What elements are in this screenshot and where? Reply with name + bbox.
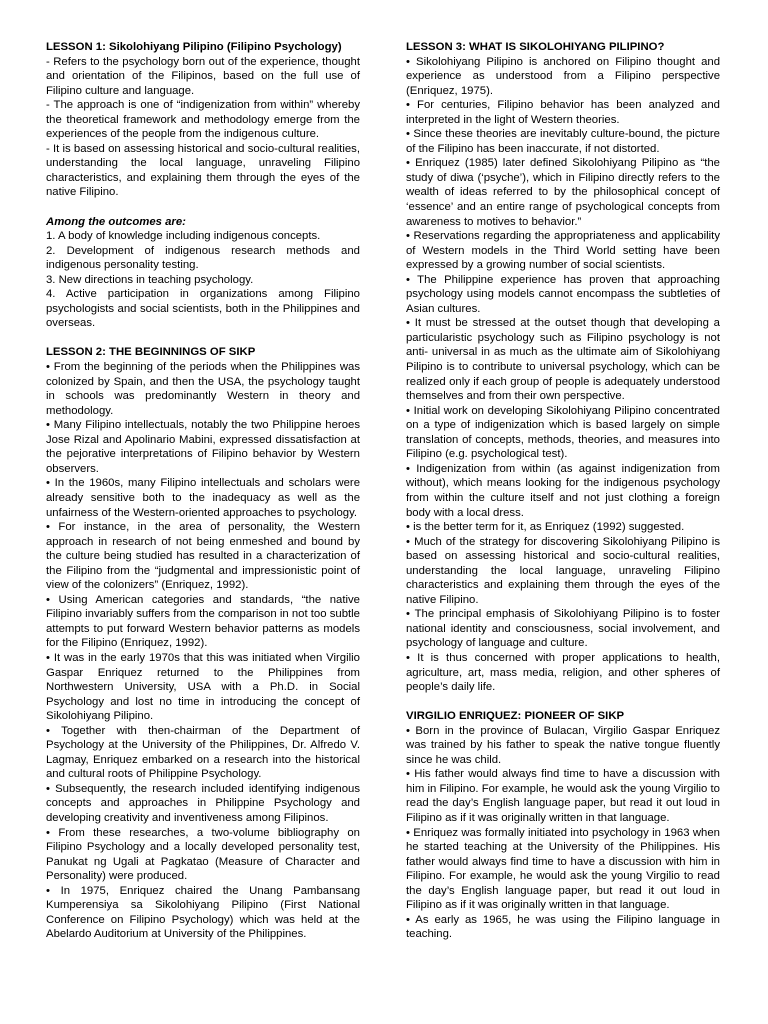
lesson2-bullet: • In 1975, Enriquez chaired the Unang Pambansang Kumperensiya sa Sikolohiyang Pilipino (First National Conference on Filipino Psychology) which was held at the Abelardo Auditorium at University of the Philippines. (46, 884, 360, 941)
lesson2-bullet: • It was in the early 1970s that this was initiated when Virgilio Gaspar Enriquez returned to the Philippines from Northwestern University, USA with a Ph.D. in Social Psychology and lost no time in introducing the concept of Sikolohiyang Pilipino. (46, 651, 360, 723)
lesson2-bullet: • From the beginning of the periods when the Philippines was colonized by Spain, and then the USA, the psychology taught in schools was predominantly Western in theory and methodology. (46, 361, 360, 417)
lesson2-bullet: • For instance, in the area of personality, the Western approach in research of not being enmeshed and bound by the culture being studied has resulted in a characterization of the Filipino from the “judgmental and impressionistic point of view of the colonizers” (Enriquez, 1992). (46, 521, 360, 592)
left-column (46, 40, 360, 942)
lesson3-bullet: • Sikolohiyang Pilipino is anchored on Filipino thought and experience as understood from a Filipino perspective (Enriquez, 1975). (406, 55, 720, 97)
lesson2-bullet: • Together with then-chairman of the Department of Psychology at the University of the Philippines, Dr. Alfredo V. Lagmay, Enriquez embarked on a research into the historical and cultural roots of Philippine Psychology. (46, 724, 360, 781)
spacer (406, 695, 720, 710)
outcome-item: 2. Development of indigenous research methods and indigenous personality testing. (46, 244, 360, 272)
lesson3-bullet: • Much of the strategy for discovering Sikolohiyang Pilipino is based on assessing historical and socio-cultural realities, understanding the local language, unraveling Filipino characteristics and explaining them through the eyes of the native Filipino. (406, 535, 720, 606)
lesson2-bullet: • Using American categories and standards, “the native Filipino invariably suffers from the comparison in not too subtle attempts to put forward Western behavior patterns as models for the Filipino (Enriquez, 1992). (46, 593, 360, 650)
lesson1-paragraph: - It is based on assessing historical and socio-cultural realities, understanding the local language, unraveling Filipino characteristics, and explaining them through the eyes of the native Filipino. (46, 142, 360, 199)
lesson3-bullet: • The principal emphasis of Sikolohiyang Pilipino is to foster national identity and consciousness, social involvement, and psychology of language and culture. (406, 608, 720, 650)
lesson3-title: LESSON 3: WHAT IS SIKOLOHIYANG PILIPINO? (406, 41, 665, 53)
lesson3-bullet: • Since these theories are inevitably culture-bound, the picture of the Filipino has been inaccurate, if not distorted. (406, 128, 720, 155)
lesson3-bullet: • Initial work on developing Sikolohiyang Pilipino concentrated on a type of indigenization which is based largely on simple translation of concepts, methods, theories, and measures into Filipino (e.g. psychological test). (406, 404, 720, 461)
lesson2-bullet: • From these researches, a two-volume bibliography on Filipino Psychology and a locally developed personality test, Panukat ng Ugali at Pagkatao (Measure of Character and Personality) were produced. (46, 826, 360, 883)
lesson3-bullet: • Indigenization from within (as against indigenization from without), which means looking for the indigenous psychology from within the culture itself and not just clothing a foreign body with a local dress. (406, 462, 720, 519)
outcome-item: 1. A body of knowledge including indigenous concepts. (46, 230, 321, 243)
outcomes-heading: Among the outcomes are: (46, 215, 186, 228)
lesson2-title: LESSON 2: THE BEGINNINGS OF SIKP (46, 346, 256, 359)
lesson3-bullet: • It is thus concerned with proper applications to health, agriculture, art, mass media, religion, and other spheres of people’s daily life. (406, 651, 720, 694)
lesson2-bullet: • Subsequently, the research included identifying indigenous concepts and approaches in Philippine Psychology and developing creativity and inventiveness among Filipinos. (46, 782, 360, 824)
lesson3-bullet: • Enriquez (1985) later defined Sikolohiyang Pilipino as “the study of diwa (‘psyche’), which in Filipino directly refers to the wealth of ideas referred to by the philosophical concept of ‘essence’ and an entire range of psychological concepts from awareness to motives to behavior.” (406, 157, 720, 228)
lesson3-bullet: • is the better term for it, as Enriquez (1992) suggested. (406, 521, 685, 534)
pioneer-title: VIRGILIO ENRIQUEZ: PIONEER OF SIKP (406, 710, 625, 723)
lesson3-bullet: • For centuries, Filipino behavior has been analyzed and interpreted in the light of Western theories. (406, 99, 720, 126)
pioneer-bullet: • His father would always find time to have a discussion with him in Filipino. For example, he would ask the young Virgilio to read the day’s English language paper, but read it out loud in Filipino as if it was originally written in that language. (406, 768, 720, 824)
outcome-item: 4. Active participation in organizations among Filipino psychologists and social scientists, both in the Philippines and overseas. (46, 288, 360, 330)
lesson3-bullet: • Reservations regarding the appropriateness and applicability of Western models in the Third World setting have been expressed by a growing number of social scientists. (406, 230, 720, 272)
lesson3-bullet: • It must be stressed at the outset though that developing a particularistic psychology such as Filipino psychology is not anti- universal in as much as the ultimate aim of Sikolohiyang Pilipino is to contribute to universal psychology, which can be realized only if each group of people is adequately understood themselves and from their own perspective. (406, 317, 720, 403)
pioneer-bullet: • As early as 1965, he was using the Filipino language in teaching. (406, 913, 720, 941)
right-column (406, 40, 720, 942)
spacer (46, 200, 360, 215)
lesson2-bullet: • In the 1960s, many Filipino intellectuals and scholars were already sensitive both to the inadequacy as well as the unfairness of the Western-oriented approaches to psychology. (46, 477, 360, 519)
lesson1-paragraph: - Refers to the psychology born out of the experience, thought and orientation of the Filipinos, based on the full use of Filipino culture and language. (46, 55, 360, 97)
lesson3-bullet: • The Philippine experience has proven that approaching psychology using models cannot encompass the subtleties of Asian cultures. (406, 273, 720, 315)
spacer (46, 331, 360, 346)
lesson1-title: LESSON 1: Sikolohiyang Pilipino (Filipino Psychology) (46, 41, 342, 53)
lesson1-paragraph: - The approach is one of “indigenization from within” whereby the theoretical framework and methodology emerge from the experiences of the people from the indigenous culture. (46, 99, 360, 141)
lesson2-bullet: • Many Filipino intellectuals, notably the two Philippine heroes Jose Rizal and Apolinario Mabini, expressed dissatisfaction at the pejorative interpretations of Filipino behavior by Western observers. (46, 419, 360, 475)
pioneer-bullet: • Born in the province of Bulacan, Virgilio Gaspar Enriquez was trained by his father to speak the native tongue fluently since he was child. (406, 724, 720, 766)
outcome-item: 3. New directions in teaching psychology. (46, 273, 254, 286)
pioneer-bullet: • Enriquez was formally initiated into psychology in 1963 when he started teaching at the University of the Philippines. His father would always find time to have a discussion with him in Filipino. For example, he would ask the young Virgilio to read the day’s English language paper, but read it out loud in Filipino as if it was originally written in that language. (406, 826, 720, 912)
